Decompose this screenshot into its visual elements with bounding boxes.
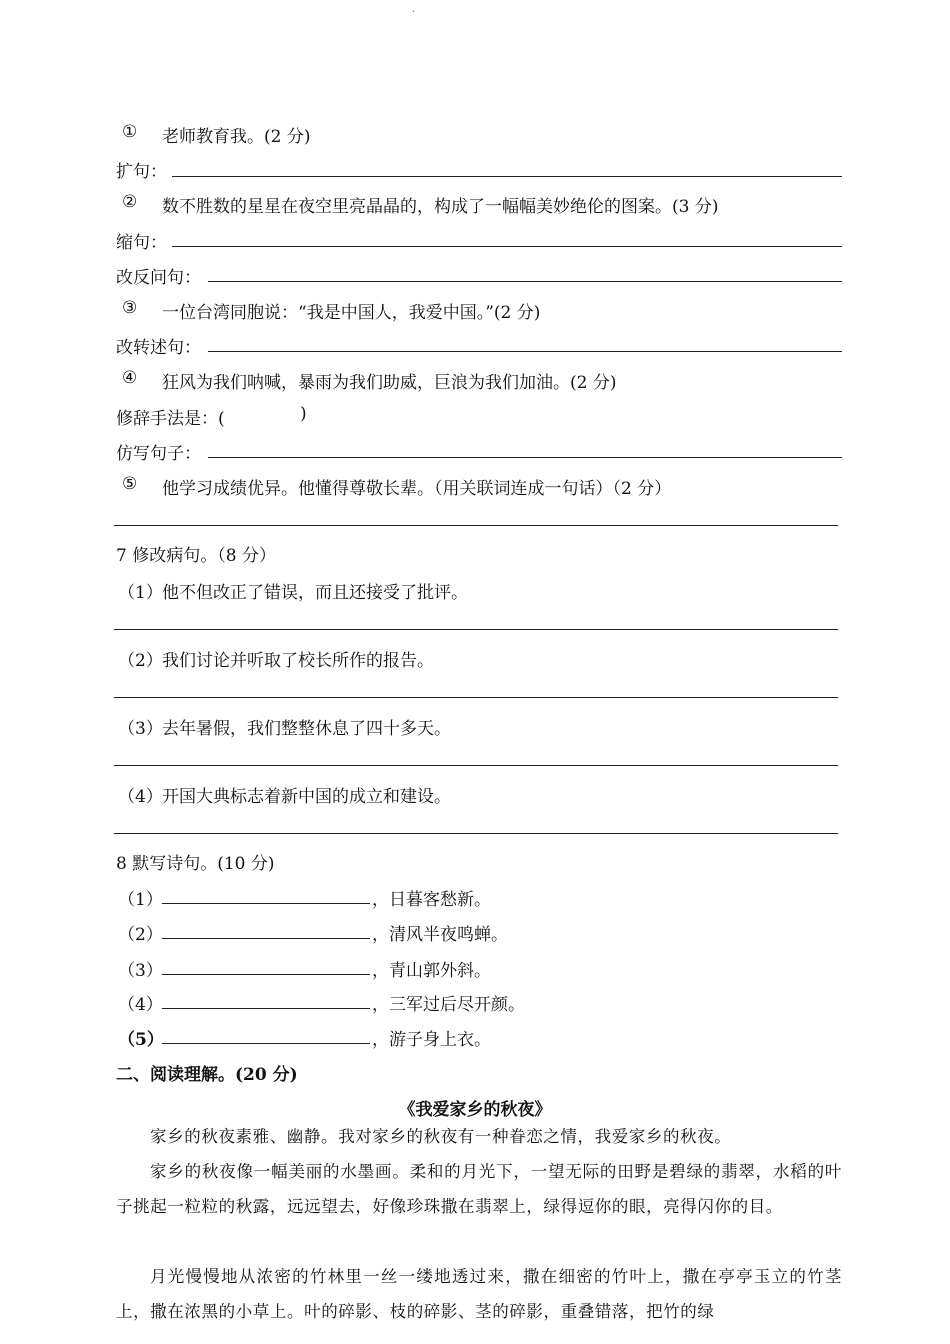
item-number: （1） — [118, 583, 163, 603]
item-number: （4） — [118, 787, 163, 807]
poem-blank[interactable] — [162, 1043, 370, 1044]
item-number: ③ — [122, 298, 138, 318]
item-number: ① — [122, 122, 138, 142]
section-title: 7 修改病句。（8 分） — [116, 546, 276, 566]
item-number: （5） — [118, 1030, 164, 1050]
answer-line[interactable] — [172, 246, 842, 247]
item-number: （4） — [118, 995, 163, 1015]
reading-title: 《我爱家乡的秋夜》 — [398, 1100, 552, 1120]
reading-paragraph: 月光慢慢地从浓密的竹林里一丝一缕地透过来，撒在细密的竹叶上，撒在亭亭玉立的竹茎上，撒在浓黑的小草上。叶的碎影、枝的碎影、茎的碎影，重叠错落，把竹的绿 — [116, 1267, 842, 1321]
item-number: （3） — [118, 719, 163, 739]
answer-line[interactable] — [172, 176, 842, 177]
section-title: 8 默写诗句。(10 分) — [116, 854, 275, 874]
section-header: 二、阅读理解。(20 分) — [116, 1065, 298, 1085]
answer-line[interactable] — [114, 525, 838, 526]
answer-label: 改转述句： — [116, 338, 201, 358]
item-question: 数不胜数的星星在夜空里亮晶晶的，构成了一幅幅美妙绝伦的图案。(3 分) — [162, 197, 719, 217]
answer-label: 修辞手法是：( — [116, 409, 225, 429]
answer-label: 改反问句： — [116, 268, 201, 288]
item-number: （1） — [118, 890, 163, 910]
answer-line[interactable] — [114, 765, 838, 766]
poem-line: ，青山郭外斜。 — [372, 961, 491, 981]
answer-paren-close: ) — [300, 404, 307, 424]
poem-line: ，游子身上衣。 — [372, 1030, 491, 1050]
item-number: ② — [122, 192, 138, 212]
poem-line: ，三军过后尽开颜。 — [372, 995, 525, 1015]
answer-label: 缩句： — [116, 233, 167, 253]
item-question: 老师教育我。(2 分) — [162, 127, 311, 147]
reading-paragraph: 家乡的秋夜素雅、幽静。我对家乡的秋夜有一种眷恋之情，我爱家乡的秋夜。 — [150, 1127, 732, 1146]
poem-blank[interactable] — [162, 974, 370, 975]
poem-blank[interactable] — [162, 903, 370, 904]
poem-blank[interactable] — [162, 1008, 370, 1009]
reading-paragraph: 家乡的秋夜像一幅美丽的水墨画。柔和的月光下，一望无际的田野是碧绿的翡翠，水稻的叶子挑起一粒粒的秋露，远远望去，好像珍珠撒在翡翠上，绿得逗你的眼，亮得闪你的目。 — [116, 1162, 842, 1216]
item-question: 狂风为我们呐喊，暴雨为我们助威，巨浪为我们加油。(2 分) — [162, 373, 617, 393]
item-question: 一位台湾同胞说：“我是中国人，我爱中国。”(2 分) — [162, 303, 541, 323]
item-number: （3） — [118, 961, 163, 981]
answer-label: 仿写句子： — [116, 444, 201, 464]
item-question: 他不但改正了错误，而且还接受了批评。 — [162, 583, 468, 603]
item-question: 我们讨论并听取了校长所作的报告。 — [162, 651, 434, 671]
item-question: 他学习成绩优异。他懂得尊敬长辈。（用关联词连成一句话）（2 分） — [162, 479, 672, 499]
answer-line[interactable] — [208, 281, 842, 282]
item-number: （2） — [118, 651, 163, 671]
item-question: 去年暑假，我们整整休息了四十多天。 — [162, 719, 451, 739]
page-top-mark: . — [412, 4, 416, 15]
poem-line: ，清风半夜鸣蝉。 — [372, 925, 508, 945]
poem-blank[interactable] — [162, 938, 370, 939]
answer-line[interactable] — [114, 629, 838, 630]
item-number: ④ — [122, 368, 138, 388]
answer-line[interactable] — [114, 697, 838, 698]
answer-line[interactable] — [208, 351, 842, 352]
item-question: 开国大典标志着新中国的成立和建设。 — [162, 787, 451, 807]
answer-line[interactable] — [208, 457, 842, 458]
poem-line: ，日暮客愁新。 — [372, 890, 491, 910]
item-number: （2） — [118, 925, 163, 945]
item-number: ⑤ — [122, 474, 138, 494]
answer-label: 扩句： — [116, 162, 167, 182]
answer-line[interactable] — [114, 833, 838, 834]
